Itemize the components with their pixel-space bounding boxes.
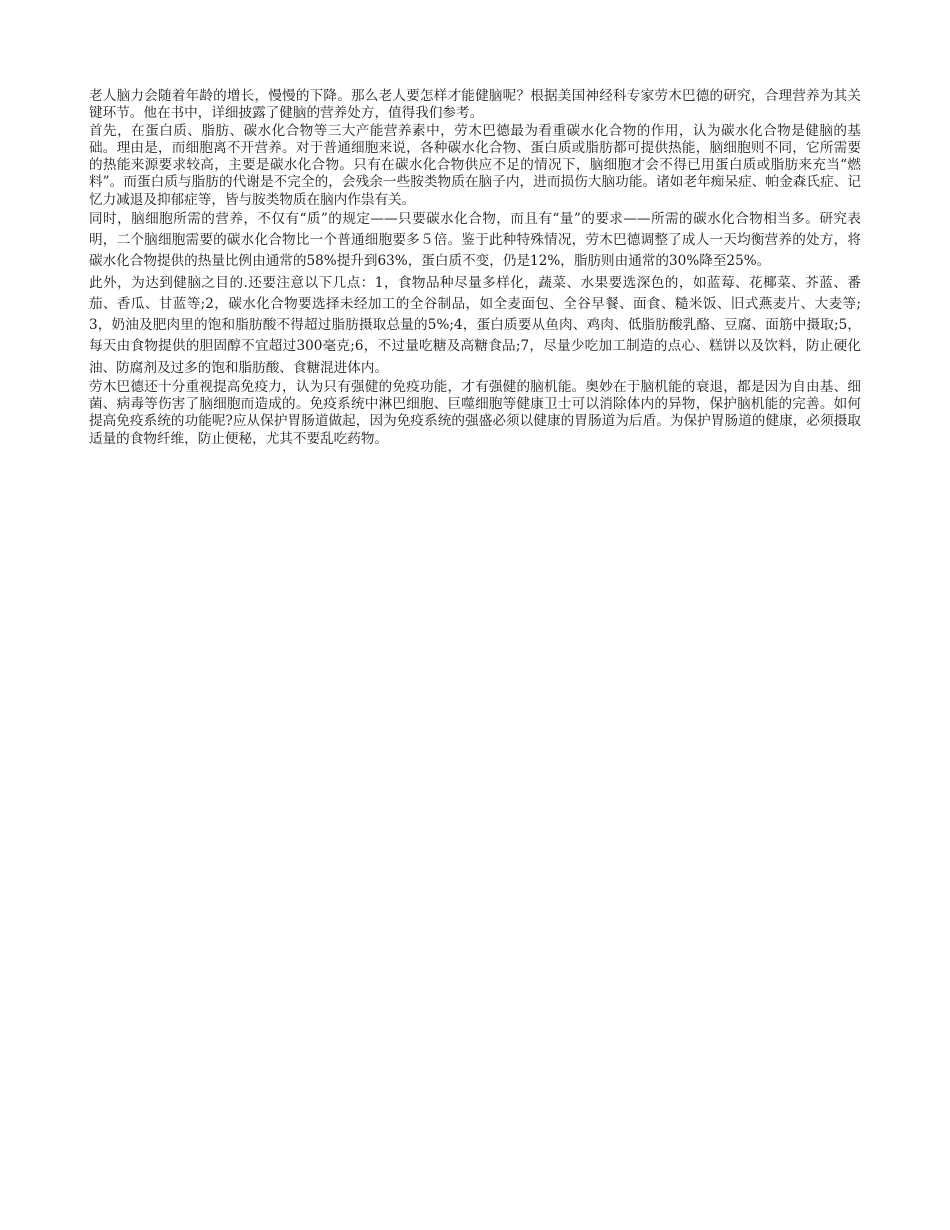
paragraph-intro: 老人脑力会随着年龄的增长，慢慢的下降。那么老人要怎样才能健脑呢？根据美国神经科专家劳木巴德的研究，合理营养为其关键环节。他在书中，详细披露了健脑的营养处方，值得我们参考。 <box>89 88 861 122</box>
document-body <box>89 88 861 448</box>
paragraph-carbohydrates: 首先，在蛋白质、脂肪、碳水化合物等三大产能营养素中，劳木巴德最为看重碳水化合物的作用，认为碳水化合物是健脑的基础。理由是，而细胞离不开营养。对于普通细胞来说，各种碳水化合物、蛋白质或脂肪都可提供热能，脑细胞则不同，它所需要的热能来源要求较高，主要是碳水化合物。只有在碳水化合物供应不足的情况下，脑细胞才会不得已用蛋白质或脂肪来充当“燃料”。而蛋白质与脂肪的代谢是不完全的，会残余一些胺类物质在脑子内，进而损伤大脑功能。诸如老年痴呆症、帕金森氏症、记忆力减退及抑郁症等，皆与胺类物质在脑内作祟有关。 <box>89 122 861 208</box>
paragraph-immunity: 劳木巴德还十分重视提高免疫力，认为只有强健的免疫功能，才有强健的脑机能。奥妙在于脑机能的衰退，都是因为自由基、细菌、病毒等伤害了脑细胞而造成的。免疫系统中淋巴细胞、巨噬细胞等健康卫士可以消除体内的异物，保护脑机能的完善。如何提高免疫系统的功能呢?应从保护胃肠道做起，因为免疫系统的强盛必须以健康的胃肠道为后盾。为保护胃肠道的健康，必须摄取适量的食物纤维，防止便秘，尤其不要乱吃药物。 <box>89 378 861 447</box>
paragraph-additional-tips: 此外，为达到健脑之目的.还要注意以下几点：1，食物品种尽量多样化，蔬菜、水果要选深色的，如蓝莓、花椰菜、芥蓝、番茄、香瓜、甘蓝等;2，碳水化合物要选择未经加工的全谷制品，如全麦面包、全谷早餐、面食、糙米饭、旧式燕麦片、大麦等;3，奶油及肥肉里的饱和脂肪酸不得超过脂肪摄取总量的5%;4，蛋白质要从鱼肉、鸡肉、低脂肪酸乳酪、豆腐、面筋中摄取;5，每天由食物提供的胆固醇不宜超过300毫克;6，不过量吃糖及高糖食品;7，尽量少吃加工制造的点心、糕饼以及饮料，防止硬化油、防腐剂及过多的饱和脂肪酸、食糖混进体内。 <box>89 274 861 376</box>
paragraph-nutrition-ratio: 同时，脑细胞所需的营养，不仅有“质”的规定——只要碳水化合物，而且有“量”的要求——所需的碳水化合物相当多。研究表明，二个脑细胞需要的碳水化合物比一个普通细胞要多５倍。鉴于此种特殊情况，劳木巴德调整了成人一天均衡营养的处方，将碳水化合物提供的热量比例由通常的58%提升到63%，蛋白质不变，仍是12%，脂肪则由通常的30%降至25%。 <box>89 211 861 270</box>
